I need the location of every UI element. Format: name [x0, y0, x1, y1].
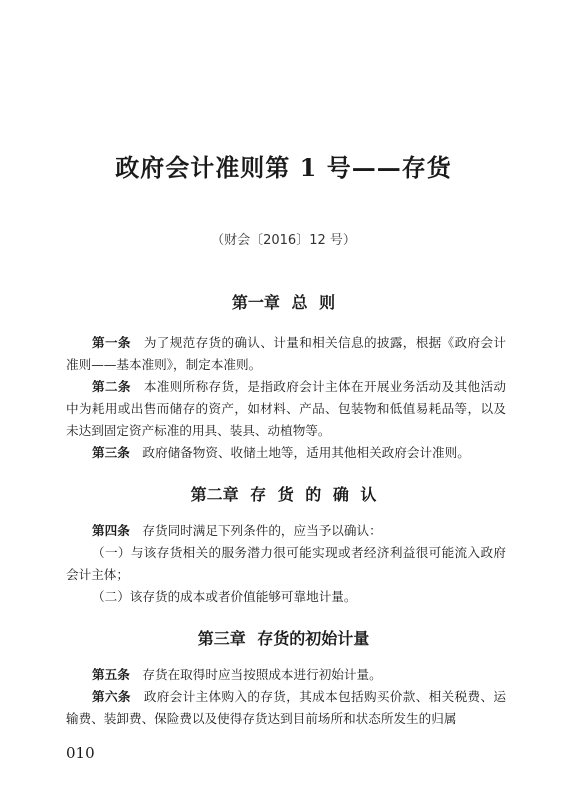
- chapter-3-body: [66, 664, 506, 730]
- article-4: [66, 520, 506, 542]
- article-2: [66, 376, 506, 442]
- article-6: [66, 686, 506, 730]
- document-title: 政府会计准则第 1 号——存货: [115, 153, 452, 182]
- article-5: [66, 664, 506, 686]
- article-text: 为了规范存货的确认、计量和相关信息的披露，根据《政府会计准则——基本准则》，制定本准则。: [66, 335, 507, 372]
- article-number: 第三条: [92, 445, 130, 460]
- article-number: 第四条: [92, 523, 130, 538]
- article-3: [66, 442, 506, 464]
- article-number: 第二条: [92, 379, 131, 394]
- document-number: （财会〔2016〕12 号）: [211, 233, 356, 248]
- chapter-1-heading: 第一章 总 则: [231, 293, 336, 312]
- chapter-2-heading: 第二章 存 货 的 确 认: [190, 485, 377, 504]
- chapter-3-heading: 第三章 存货的初始计量: [197, 629, 370, 648]
- article-4-item-2: （二）该存货的成本或者价值能够可靠地计量。: [92, 589, 357, 604]
- chapter-1-body: [66, 332, 506, 464]
- article-4-item-1: （一）与该存货相关的服务潜力很可能实现或者经济利益很可能流入政府会计主体；: [66, 545, 506, 582]
- chapter-2-body: [66, 520, 506, 608]
- article-text: 存货在取得时应当按照成本进行初始计量。: [142, 667, 382, 682]
- article-1: [66, 332, 506, 376]
- page-number: 010: [66, 744, 95, 762]
- article-text: 本准则所称存货，是指政府会计主体在开展业务活动及其他活动中为耗用或出售而储存的资产，如材料、产品、包装物和低值易耗品等，以及未达到固定资产标准的用具、装具、动植物等。: [66, 379, 507, 438]
- article-text: 存货同时满足下列条件的，应当予以确认：: [142, 523, 382, 538]
- article-number: 第一条: [92, 335, 131, 350]
- article-number: 第六条: [92, 689, 131, 704]
- article-text: 政府会计主体购入的存货，其成本包括购买价款、相关税费、运输费、装卸费、保险费以及使得存货达到目前场所和状态所发生的归属: [66, 689, 507, 726]
- article-text: 政府储备物资、收储土地等，适用其他相关政府会计准则。: [142, 445, 470, 460]
- article-number: 第五条: [92, 667, 130, 682]
